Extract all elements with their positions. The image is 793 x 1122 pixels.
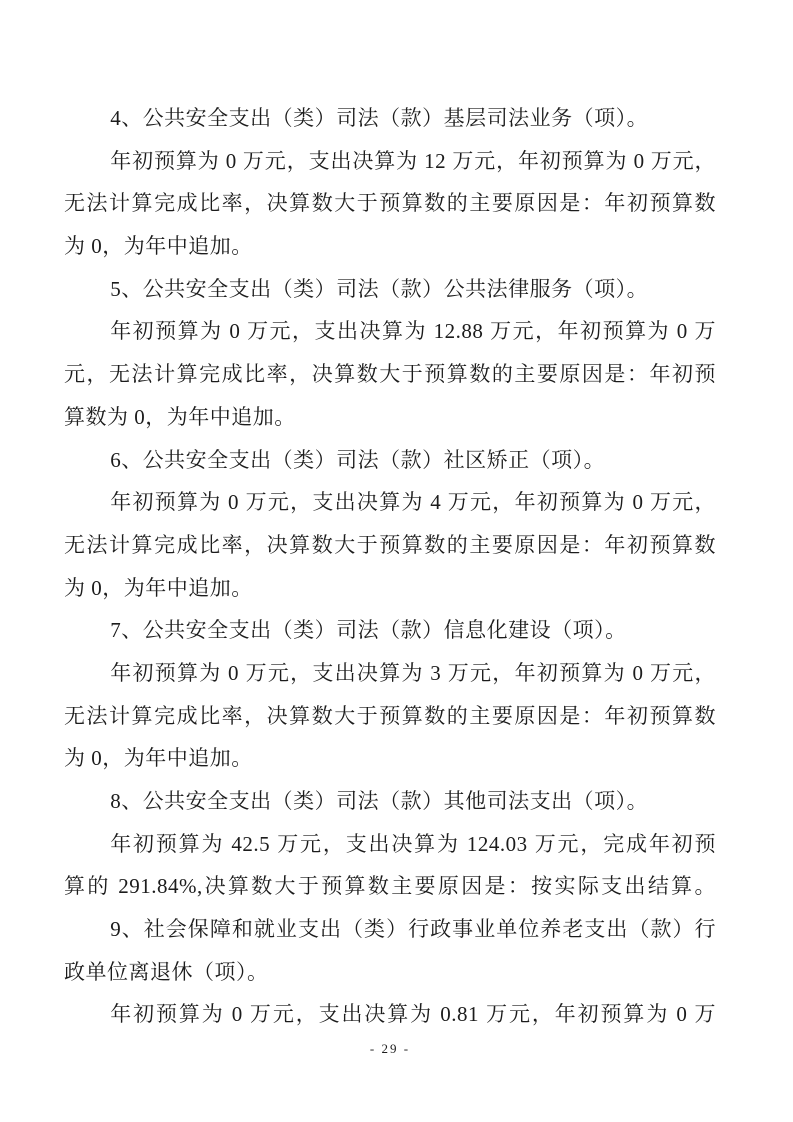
section-heading-line: 5、公共安全支出（类）司法（款）公共法律服务（项）。 [110,276,649,301]
paragraph-line: 为 0，为年中追加。 [64,746,253,771]
paragraph-line: 无法计算完成比率，决算数大于预算数的主要原因是：年初预算数 [64,191,716,216]
section-heading-line: 政单位离退休（项）。 [64,959,269,984]
document-body [64,97,716,1036]
paragraph-line: 为 0，为年中追加。 [64,234,253,259]
section-heading-line: 7、公共安全支出（类）司法（款）信息化建设（项）。 [110,618,627,643]
item-9-social-security-retirement [64,908,716,1036]
paragraph-line: 元，无法计算完成比率，决算数大于预算数的主要原因是：年初预 [64,362,716,387]
item-4-public-safety-basic-judicial-services [64,97,716,268]
paragraph-line: 年初预算为 0 万元，支出决算为 3 万元，年初预算为 0 万元， [110,660,716,685]
section-heading-line: 4、公共安全支出（类）司法（款）基层司法业务（项）。 [110,106,649,130]
paragraph-line: 无法计算完成比率，决算数大于预算数的主要原因是：年初预算数 [64,532,716,557]
paragraph-line: 无法计算完成比率，决算数大于预算数的主要原因是：年初预算数 [64,703,716,728]
item-5-public-safety-public-legal-services [64,268,716,439]
paragraph-line: 年初预算为 0 万元，支出决算为 4 万元，年初预算为 0 万元， [110,490,716,515]
item-7-public-safety-informatization [64,609,716,780]
paragraph-line: 年初预算为 42.5 万元，支出决算为 124.03 万元，完成年初预 [110,831,716,856]
paragraph-line: 算的 291.84%,决算数大于预算数主要原因是：按实际支出结算。 [64,874,716,899]
paragraph-line: 为 0，为年中追加。 [64,575,253,600]
item-8-public-safety-other-judicial-expenditure [64,780,716,908]
page-footer [64,1039,716,1059]
page-number: - 29 - [369,1041,411,1057]
section-heading-line: 8、公共安全支出（类）司法（款）其他司法支出（项）。 [110,789,649,813]
paragraph-line: 年初预算为 0 万元，支出决算为 0.81 万元，年初预算为 0 万 [110,1002,716,1027]
paragraph-line: 算数为 0，为年中追加。 [64,404,296,429]
section-heading-line: 6、公共安全支出（类）司法（款）社区矫正（项）。 [110,447,606,472]
paragraph-line: 年初预算为 0 万元，支出决算为 12 万元，年初预算为 0 万元， [110,148,716,173]
paragraph-line: 年初预算为 0 万元，支出决算为 12.88 万元，年初预算为 0 万 [110,319,716,344]
section-heading-line: 9、社会保障和就业支出（类）行政事业单位养老支出（款）行 [110,917,716,942]
item-6-public-safety-community-correction [64,439,716,610]
